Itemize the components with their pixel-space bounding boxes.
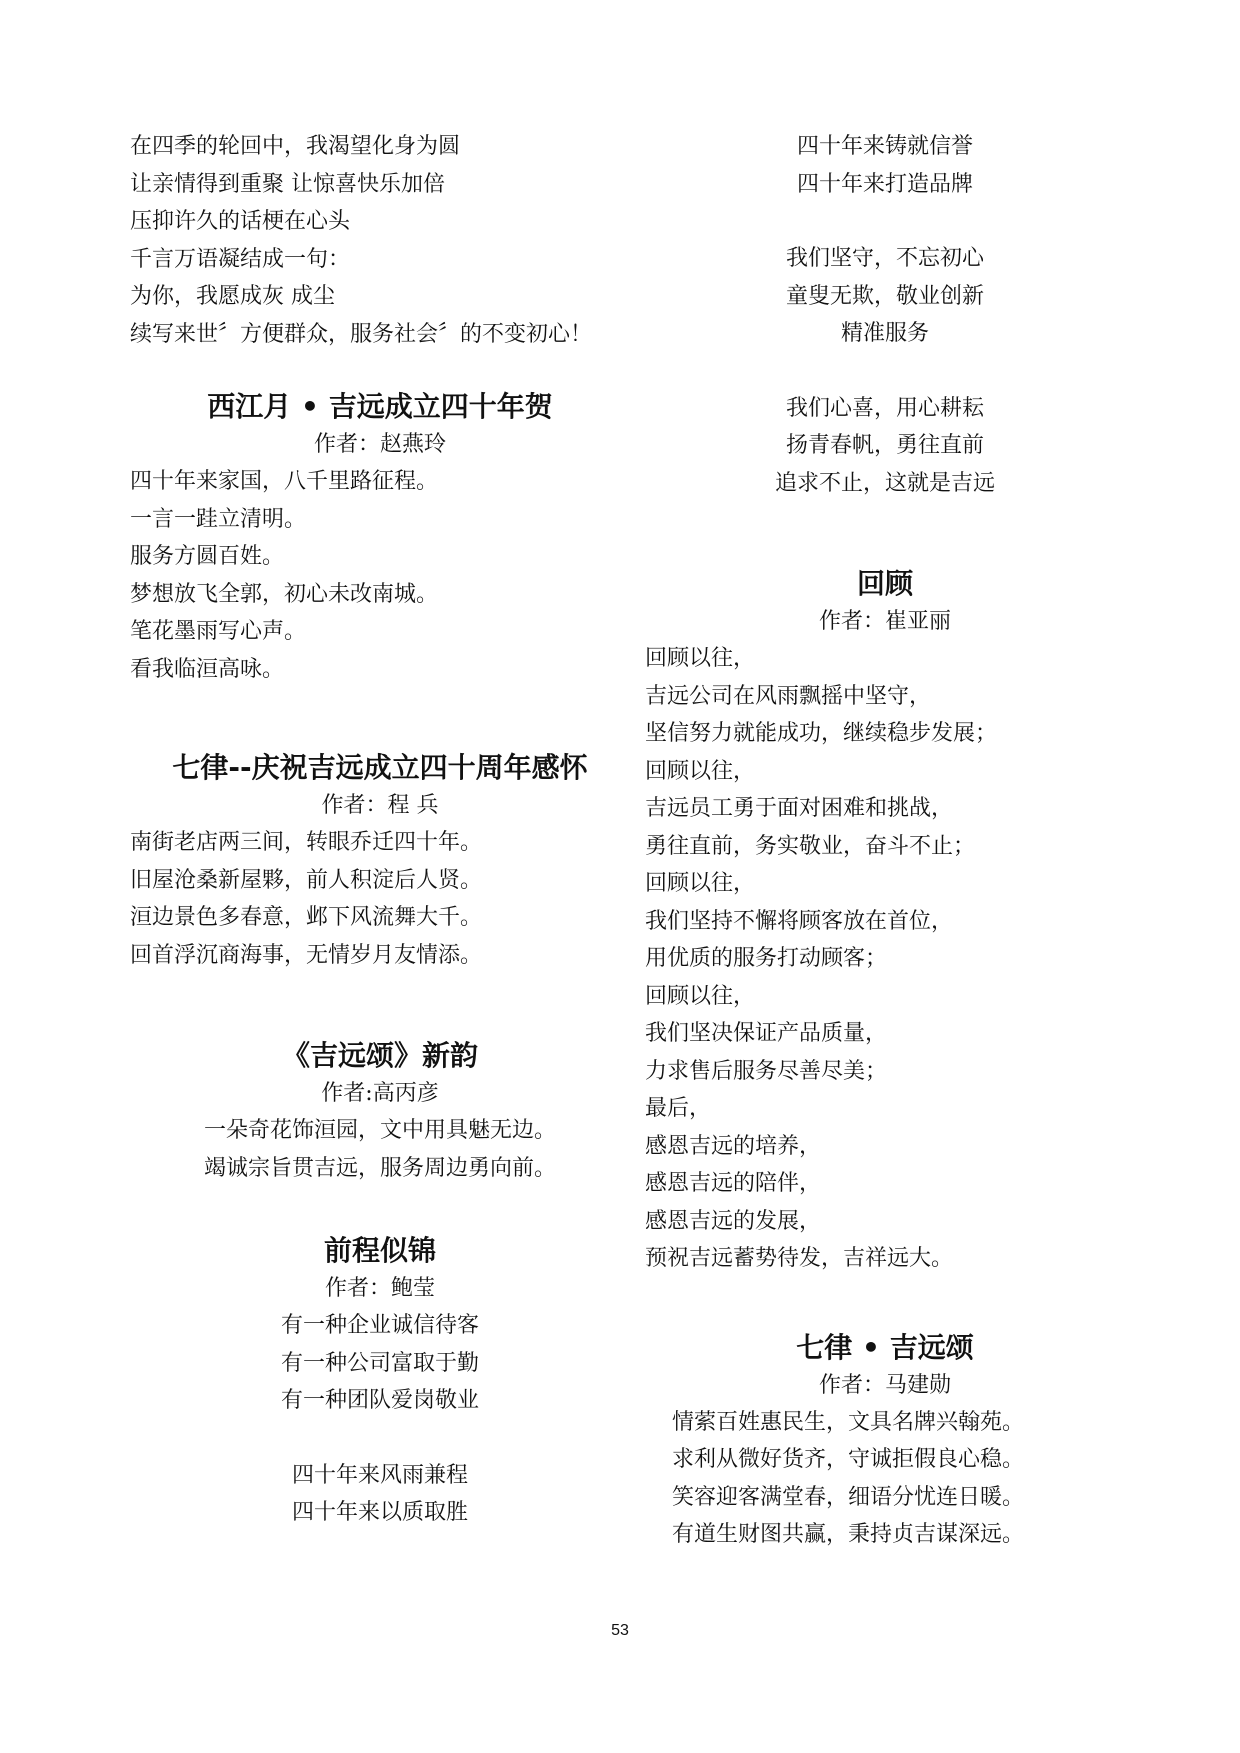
poem-line: 回首浮沉商海事，无情岁月友情添。 [130, 942, 483, 968]
poem-title: 《吉远颂》新韵 [281, 1039, 478, 1072]
poem-continuation [640, 128, 1130, 502]
poem-line: 感恩吉远的培养， [645, 1133, 822, 1159]
poem-qilv-celebration [130, 748, 630, 974]
poem-line: 我们坚决保证产品质量， [645, 1021, 888, 1046]
poem-line: 回顾以往， [645, 758, 756, 784]
poem-line: 用优质的服务打动顾客； [645, 946, 888, 971]
poem-line: 最后， [645, 1096, 712, 1121]
poem-title: 西江月 • 吉远成立四十年贺 [207, 390, 553, 423]
poem-jiyuan-song [130, 1036, 630, 1187]
poem-line: 有一种团队爱岗敬业 [280, 1388, 479, 1413]
poem-line: 感恩吉远的陪伴， [645, 1171, 822, 1196]
poem-line: 南街老店两三间，转眼乔迁四十年。 [130, 830, 483, 855]
poem-line: 回顾以往， [645, 646, 756, 671]
poem-line: 四十年来铸就信誉 [796, 134, 973, 159]
poem-line: 追求不止，这就是吉远 [774, 470, 995, 496]
poem-line: 感恩吉远的发展， [645, 1208, 822, 1234]
poem-line: 有一种企业诚信待客 [280, 1313, 479, 1338]
poem-line: 四十年来以质取胜 [291, 1500, 468, 1525]
poem-line: 看我临洹高咏。 [130, 656, 285, 682]
poem-author: 作者：马建勋 [818, 1372, 951, 1398]
poem-line: 洹边景色多春意，邺下风流舞大千。 [130, 905, 483, 930]
poem-line: 回顾以往， [645, 871, 756, 896]
poem-line: 勇往直前，务实敬业，奋斗不止； [645, 833, 976, 859]
poem-line: 精准服务 [840, 321, 929, 346]
poem-line: 一朵奇花饰洹园，文中用具魅无边。 [203, 1118, 556, 1143]
poem-line: 千言万语凝结成一句： [130, 246, 351, 272]
poem-line: 旧屋沧桑新屋夥，前人积淀后人贤。 [130, 867, 483, 893]
page-number: 53 [611, 1622, 629, 1639]
poem-line: 笔花墨雨写心声。 [130, 619, 307, 644]
right-column [640, 128, 1130, 1554]
poem-line: 一言一跬立清明。 [130, 506, 307, 532]
poem-line: 笑容迎客满堂春，细语分忧连日暖。 [672, 1484, 1025, 1510]
poem-line: 我们坚持不懈将顾客放在首位， [645, 908, 954, 934]
poem-line: 情萦百姓惠民生，文具名牌兴翰苑。 [672, 1409, 1025, 1435]
poem-line: 扬青春帆，勇往直前 [785, 433, 984, 458]
poem-line: 有一种公司富取于勤 [280, 1350, 479, 1376]
poem-line: 力求售后服务尽善尽美； [645, 1058, 888, 1084]
poem-author: 作者：赵燕玲 [313, 432, 446, 457]
poem-line: 梦想放飞全郭，初心未改南城。 [130, 581, 439, 607]
poem-line: 四十年来家国，八千里路征程。 [130, 469, 439, 494]
poem-xijiangyue [130, 387, 630, 688]
poem-line: 预祝吉远蓄势待发，吉祥远大。 [645, 1246, 954, 1271]
poem-line: 我们心喜，用心耕耘 [785, 395, 984, 421]
poem-line: 有道生财图共赢，秉持贞吉谋深远。 [672, 1522, 1025, 1547]
poem-line: 求利从微好货齐，守诚拒假良心稳。 [672, 1447, 1025, 1472]
poem-line: 服务方圆百姓。 [130, 544, 285, 569]
poem-line: 我们坚守，不忘初心 [785, 246, 984, 271]
poem-author: 作者：崔亚丽 [818, 609, 951, 634]
poem-line: 四十年来打造品牌 [796, 171, 973, 197]
poem-line: 为你，我愿成灰 成尘 [130, 284, 335, 309]
poem-line: 吉远员工勇于面对困难和挑战， [645, 796, 954, 821]
poem-line: 竭诚宗旨贯吉远，服务周边勇向前。 [203, 1155, 556, 1181]
poem-line: 吉远公司在风雨飘摇中坚守， [645, 683, 932, 709]
left-column [130, 128, 630, 1532]
poem-line: 回顾以往， [645, 983, 756, 1009]
poem-line: 在四季的轮回中，我渴望化身为圆 [130, 134, 461, 159]
poem-qianchengsijin [130, 1231, 630, 1532]
poem-line: 续写来世〞方便群众，服务社会〞的不变初心！ [130, 321, 593, 347]
poem-author: 作者：程 兵 [321, 793, 439, 818]
poem-line: 坚信努力就能成功，继续稳步发展； [645, 721, 998, 746]
poem-line: 童叟无欺，敬业创新 [785, 283, 984, 309]
poem-author: 作者：鲍莹 [324, 1276, 435, 1301]
poem-title: 回顾 [856, 567, 913, 600]
intro-poem [130, 128, 630, 353]
poem-huigu [640, 564, 1130, 1278]
poem-author: 作者:高丙彦 [321, 1081, 439, 1106]
poem-line: 四十年来风雨兼程 [291, 1462, 468, 1488]
poem-title: 七律--庆祝吉远成立四十周年感怀 [172, 751, 588, 784]
poem-title: 前程似锦 [323, 1234, 436, 1267]
poem-line: 压抑许久的话梗在心头 [130, 209, 351, 234]
poem-line: 让亲情得到重聚 让惊喜快乐加倍 [130, 171, 445, 197]
poem-qilv-jiyuansong [640, 1328, 1130, 1554]
poem-title: 七律 • 吉远颂 [796, 1330, 974, 1364]
